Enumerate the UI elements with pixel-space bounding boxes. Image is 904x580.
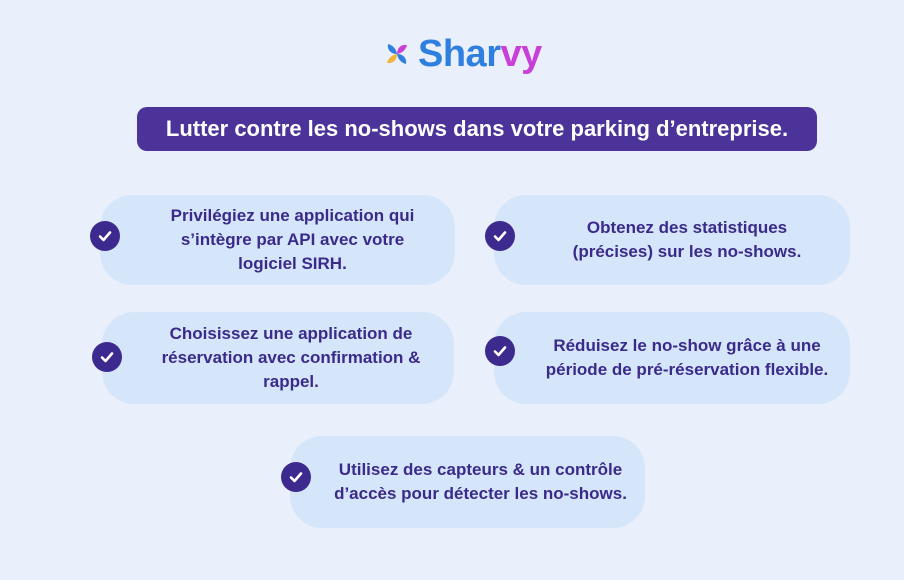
pinwheel-icon <box>382 39 412 69</box>
brand-logo <box>382 32 542 76</box>
tip-text: Obtenez des statistiques (précises) sur les no-shows. <box>572 218 802 261</box>
tip-text: Privilégiez une application qui s’intègre par API avec votre logiciel SIRH. <box>170 206 415 273</box>
check-circle-icon <box>485 336 515 366</box>
tip-text: Réduisez le no-show grâce à une période de pré-réservation flexible. <box>545 336 829 379</box>
check-circle-icon <box>485 221 515 251</box>
tip-card <box>100 195 455 285</box>
check-circle-icon <box>92 342 122 372</box>
tip-card <box>290 436 645 528</box>
page-title: Lutter contre les no-shows dans votre parking d’entreprise. <box>137 107 817 151</box>
logo-wordmark: Sharvy <box>418 33 542 75</box>
tip-text: Choisissez une application de réservation avec confirmation & rappel. <box>161 324 421 391</box>
tip-text: Utilisez des capteurs & un contrôle d’accès pour détecter les no-shows. <box>334 460 627 503</box>
tip-card <box>102 312 454 404</box>
check-circle-icon <box>281 462 311 492</box>
tip-card <box>494 312 850 404</box>
tip-card <box>494 195 850 285</box>
check-circle-icon <box>90 221 120 251</box>
